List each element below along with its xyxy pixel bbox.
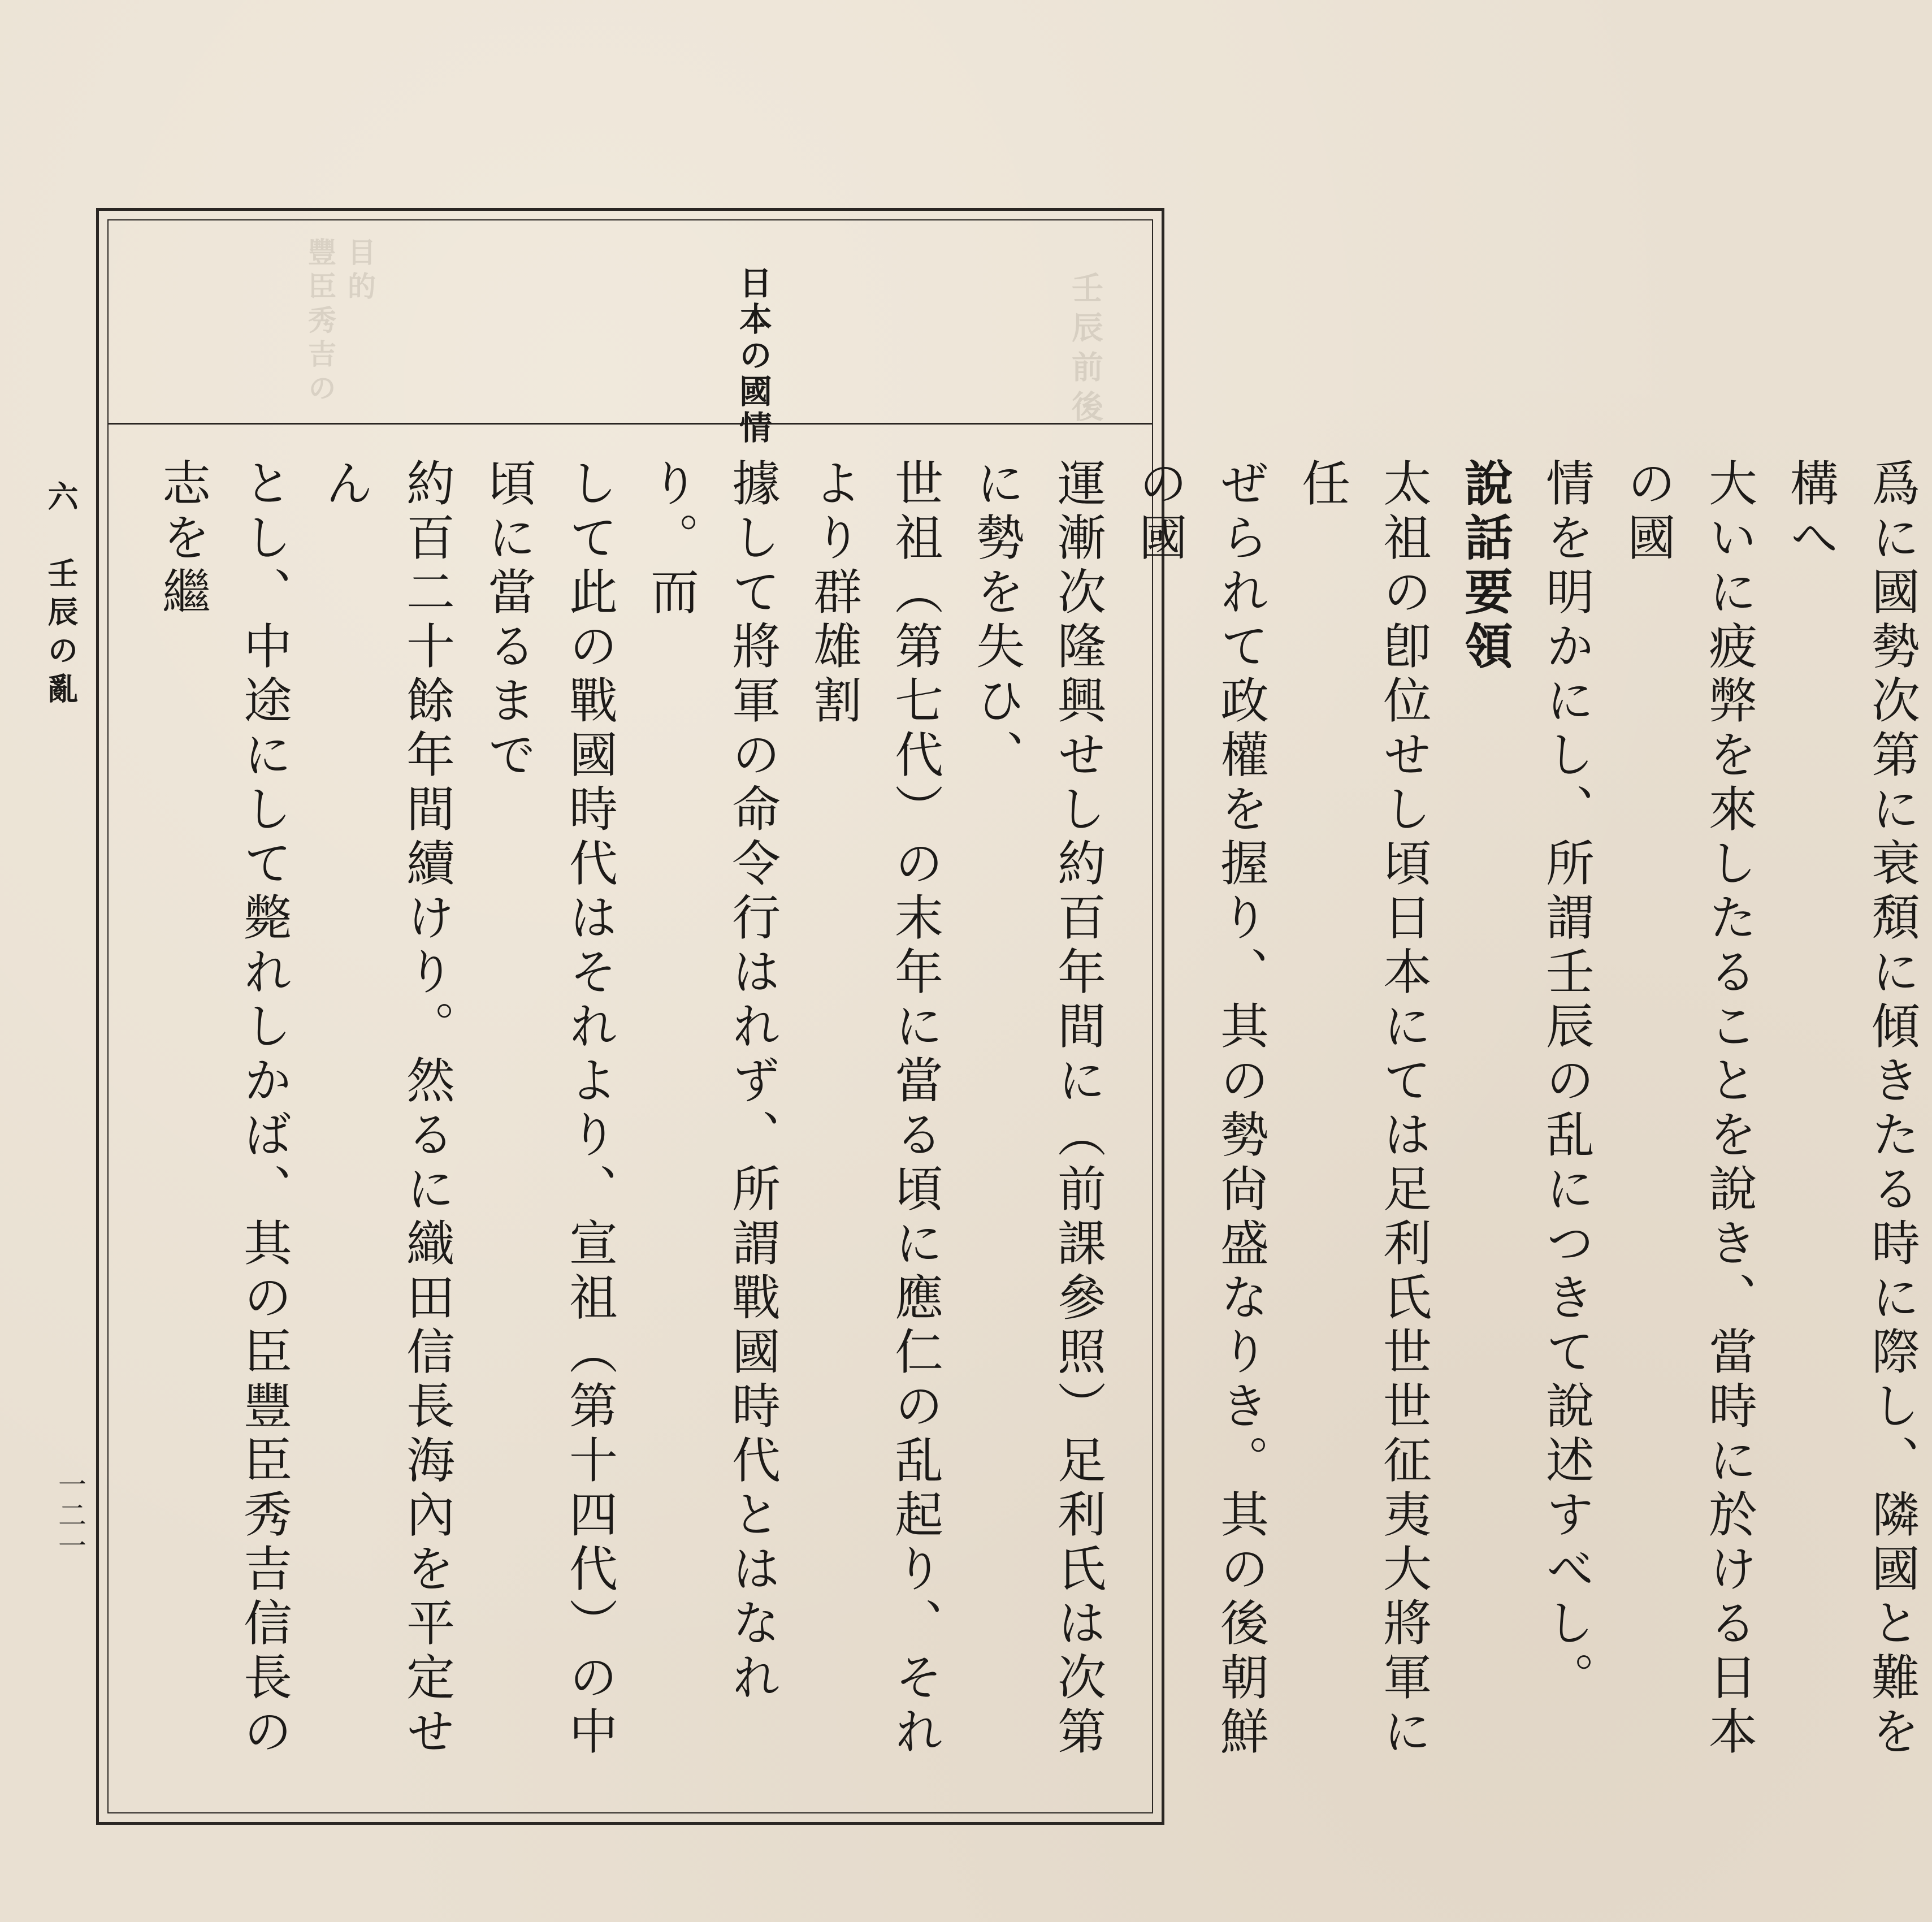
- text-line: 據して將軍の命令行はれず、所謂戰國時代とはなれり。而: [642, 458, 780, 1706]
- bleed-through-text: 壬辰前後: [1067, 271, 1104, 430]
- bleed-through-text: 豐臣秀吉の: [304, 237, 337, 407]
- bleed-through-text: 目的: [343, 237, 376, 305]
- text-line: 大いに疲弊を來したることを說き、當時に於ける日本の國: [1619, 458, 1757, 1760]
- text-line: 太祖の卽位せし頃日本にては足利氏世世征夷大將軍に任: [1293, 458, 1431, 1760]
- text-line: 世祖（第七代）の末年に當る頃に應仁の乱起り、それより群雄割: [805, 458, 943, 1760]
- running-head: 六 壬辰の亂: [43, 480, 79, 711]
- text-line: ぜられて政權を握り、其の勢尙盛なりき。其の後朝鮮の國: [1130, 458, 1268, 1760]
- body-text: [141, 458, 1932, 1803]
- header-divider: [107, 423, 1153, 425]
- text-line: 情を明かにし、所謂壬辰の乱につきて說述すべし。: [1537, 458, 1594, 1706]
- text-line: 約百二十餘年間續けり。然るに織田信長海內を平定せん: [317, 458, 454, 1760]
- section-header: 日本の國情: [734, 266, 772, 447]
- text-line: 爲に國勢次第に衰頽に傾きたる時に際し、隣國と難を構へ: [1782, 458, 1920, 1760]
- section-heading: 說話要領: [1456, 458, 1513, 675]
- page-number: 一二一: [54, 1470, 86, 1561]
- text-line: 運漸次隆興せし約百年間に（前課參照）足利氏は次第に勢を失ひ、: [968, 458, 1106, 1760]
- text-line: とし、中途にして斃れしかば、其の臣豐臣秀吉信長の志を繼: [154, 458, 292, 1760]
- text-line: して此の戰國時代はそれより、宣祖（第十四代）の中頃に當るまで: [479, 458, 617, 1760]
